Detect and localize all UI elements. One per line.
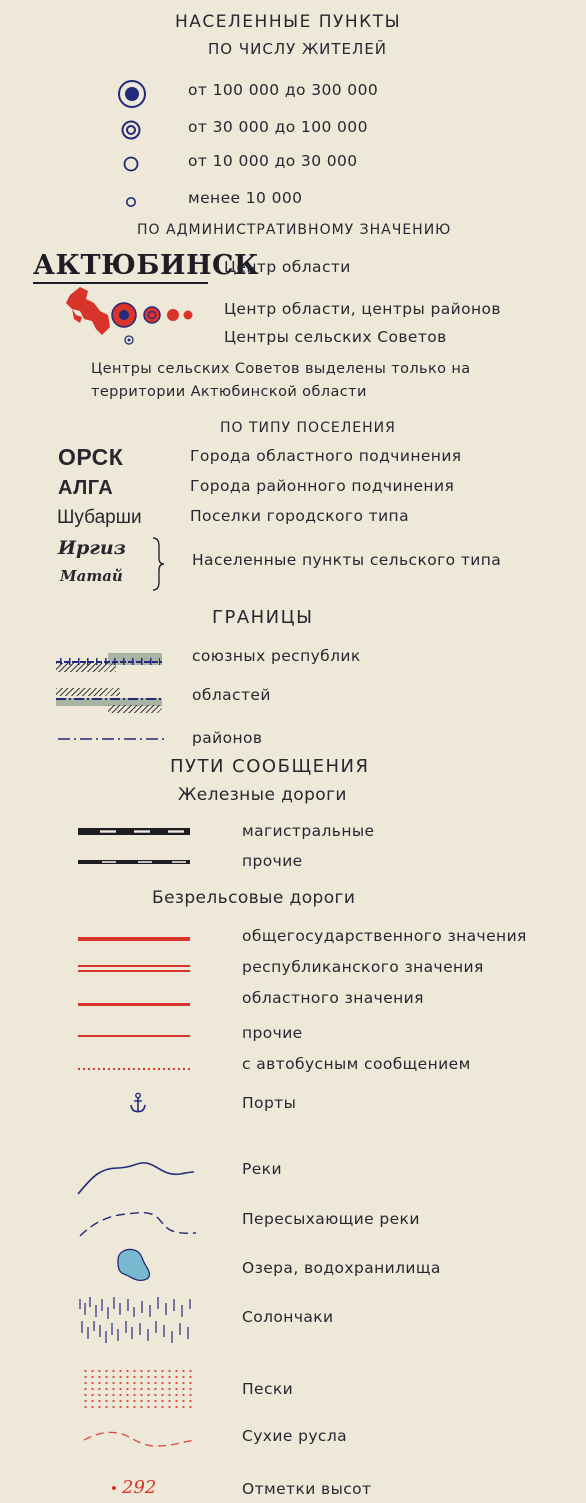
- population-label-1: от 100 000 до 300 000: [188, 81, 379, 99]
- population-label-3: от 10 000 до 30 000: [188, 152, 358, 170]
- elevation-sample-value: 292: [122, 1477, 157, 1498]
- population-label-2: от 30 000 до 100 000: [188, 118, 368, 136]
- type-sample-irgiz: Иргиз: [58, 537, 126, 559]
- sands-label: Пески: [242, 1380, 294, 1398]
- note-line-2: территории Актюбинской области: [91, 384, 367, 400]
- other-railway-label: прочие: [242, 852, 303, 870]
- rivers-label: Реки: [242, 1160, 282, 1178]
- drying-rivers-label: Пересыхающие реки: [242, 1210, 420, 1228]
- main-railway-label: магистральные: [242, 822, 375, 840]
- sands-icon: [82, 1368, 196, 1412]
- oblast-center-sample-name: АКТЮБИНСК: [33, 250, 260, 281]
- oblast-road-label: областного значения: [242, 989, 424, 1007]
- town-10k-30k-icon: [122, 155, 140, 173]
- union-republic-border-icon: [56, 653, 162, 673]
- lakes-label: Озера, водохранилища: [242, 1259, 441, 1277]
- anchor-icon: [128, 1092, 148, 1114]
- type-label-urban-settlements: Поселки городского типа: [190, 507, 409, 525]
- republican-road-label: республиканского значения: [242, 958, 484, 976]
- note-line-1: Центры сельских Советов выделены только на: [91, 361, 471, 377]
- oblast-district-centers-label: Центр области, центры районов: [224, 300, 501, 318]
- village-councils-label: Центры сельских Советов: [224, 328, 447, 346]
- type-label-district-cities: Города районного подчинения: [190, 477, 455, 495]
- borders-title: ГРАНИЦЫ: [212, 607, 314, 628]
- type-sample-alga: АЛГА: [58, 477, 114, 499]
- oblast-center-label: Центр области: [224, 258, 351, 276]
- type-sample-orsk: ОРСК: [58, 444, 124, 470]
- population-subtitle: ПО ЧИСЛУ ЖИТЕЛЕЙ: [208, 40, 388, 58]
- type-sample-shubarshi: Шубарши: [57, 507, 142, 528]
- ports-label: Порты: [242, 1094, 297, 1112]
- type-sample-matai: Матай: [60, 567, 123, 585]
- admin-subtitle: ПО АДМИНИСТРАТИВНОМУ ЗНАЧЕНИЮ: [137, 222, 452, 238]
- republican-road-icon: [78, 965, 190, 972]
- national-road-icon: [78, 937, 190, 941]
- type-label-rural: Населенные пункты сельского типа: [192, 551, 502, 569]
- salt-marshes-label: Солончаки: [242, 1308, 334, 1326]
- village-under-10k-icon: [124, 195, 138, 209]
- city-30k-100k-icon: [120, 119, 142, 141]
- type-label-oblast-cities: Города областного подчинения: [190, 447, 462, 465]
- district-border-icon: [58, 736, 166, 742]
- district-border-label: районов: [192, 729, 263, 747]
- oblast-border-icon: [56, 688, 162, 714]
- lake-icon: [112, 1246, 158, 1284]
- union-republic-border-label: союзных республик: [192, 647, 361, 665]
- elevation-point-icon: [112, 1486, 116, 1490]
- elevation-label: Отметки высот: [242, 1480, 372, 1498]
- bus-road-icon: [78, 1068, 190, 1070]
- settlements-title: НАСЕЛЕННЫЕ ПУНКТЫ: [175, 12, 402, 32]
- bus-road-label: с автобусным сообщением: [242, 1055, 471, 1073]
- village-council-center-icon: [123, 334, 135, 346]
- river-icon: [76, 1156, 196, 1198]
- railways-title: Железные дороги: [178, 785, 347, 805]
- curly-brace-icon: [150, 536, 166, 592]
- main-railway-icon: [78, 827, 190, 837]
- type-subtitle: ПО ТИПУ ПОСЕЛЕНИЯ: [220, 420, 396, 436]
- other-road-icon: [78, 1035, 190, 1037]
- other-road-label: прочие: [242, 1024, 303, 1042]
- drying-river-icon: [78, 1206, 198, 1246]
- salt-marsh-icon: [76, 1295, 198, 1347]
- other-railway-icon: [78, 858, 190, 866]
- transport-title: ПУТИ СООБЩЕНИЯ: [170, 756, 370, 777]
- national-road-label: общегосударственного значения: [242, 927, 527, 945]
- oblast-road-icon: [78, 1003, 190, 1006]
- dry-bed-icon: [82, 1426, 198, 1452]
- population-label-4: менее 10 000: [188, 189, 303, 207]
- dry-beds-label: Сухие русла: [242, 1427, 348, 1445]
- roads-title: Безрельсовые дороги: [152, 888, 356, 908]
- city-100k-300k-icon: [116, 78, 148, 110]
- oblast-border-label: областей: [192, 686, 271, 704]
